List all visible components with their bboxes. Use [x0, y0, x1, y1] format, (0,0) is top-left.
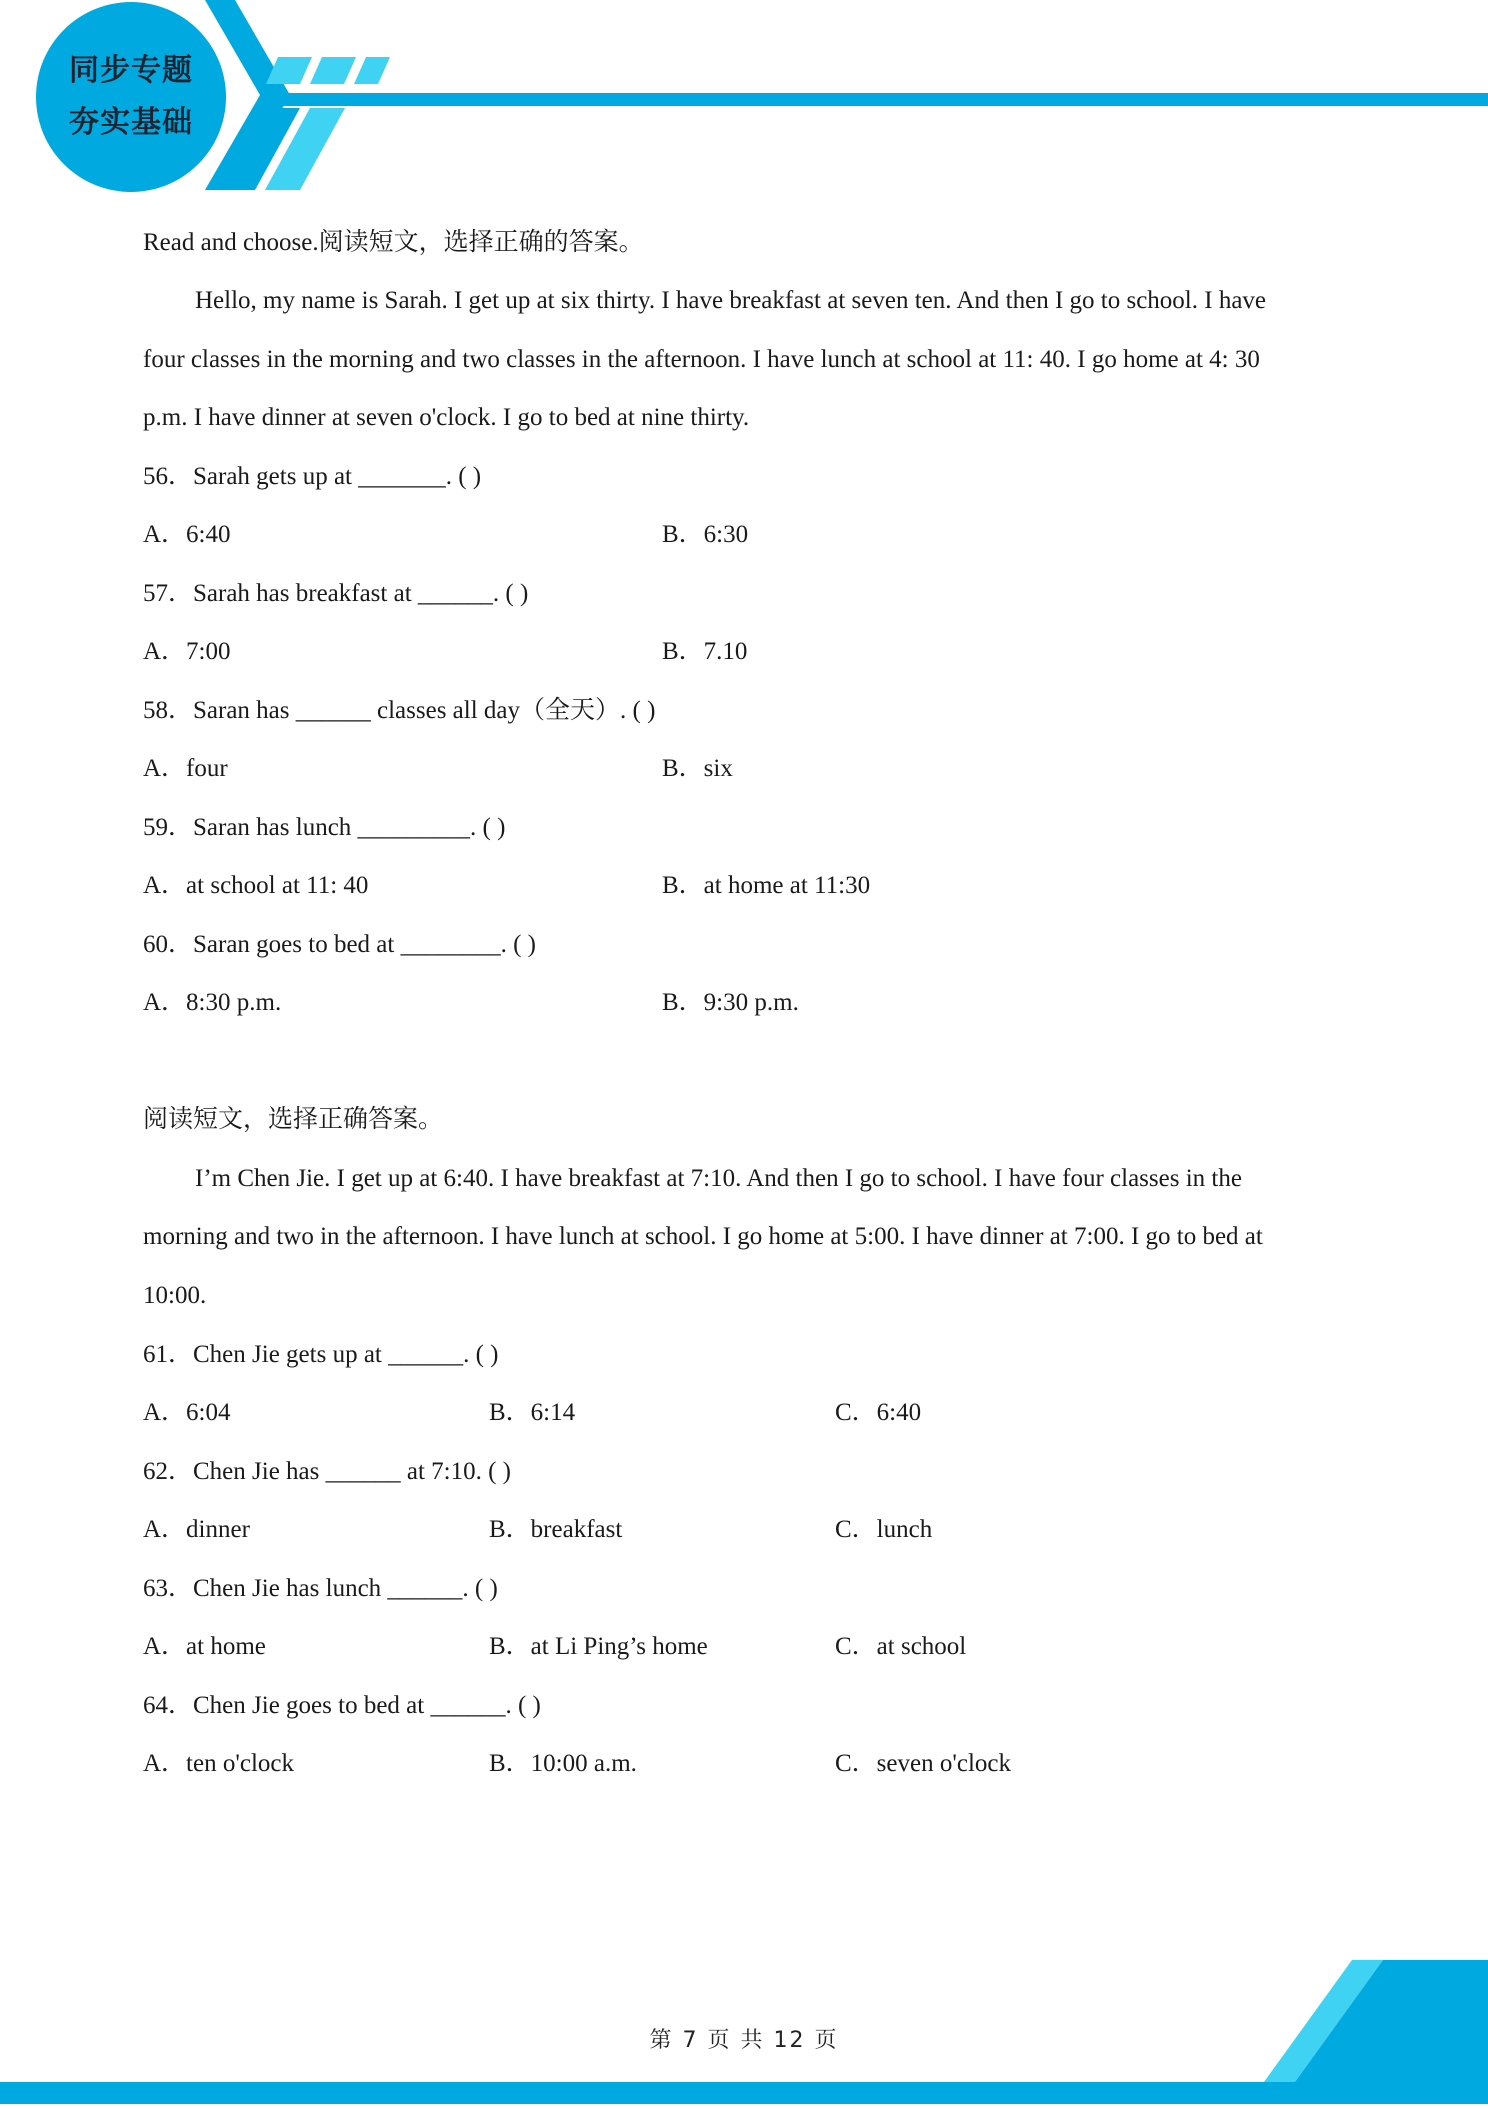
question-stem: 56．Sarah gets up at _______. ( ) [143, 463, 482, 490]
header-decoration [0, 0, 1488, 200]
section2-passage-line: morning and two in the afternoon. I have lunch at school. I go home at 5:00. I have dinner at 7:00. I go to bed at [143, 1223, 1263, 1250]
option-a: A．8:30 p.m. [143, 989, 282, 1016]
page-number: 第 7 页 共 12 页 [649, 2028, 839, 2053]
option-c: C．at school [835, 1633, 967, 1660]
option-a: A．at school at 11: 40 [143, 872, 369, 899]
topic-badge [36, 2, 226, 192]
option-a: A．dinner [143, 1516, 250, 1543]
badge-line-2: 夯实基础 [69, 105, 193, 140]
option-b: B．7.10 [662, 638, 748, 665]
option-b: B．breakfast [489, 1516, 623, 1543]
section1-instruction: Read and choose.阅读短文，选择正确的答案。 [143, 229, 644, 256]
option-b: B．6:30 [662, 521, 749, 548]
option-b: B．six [662, 755, 733, 782]
section1-passage-line: p.m. I have dinner at seven o'clock. I go to bed at nine thirty. [143, 404, 750, 431]
option-a: A．7:00 [143, 638, 231, 665]
question-stem: 57．Sarah has breakfast at ______. ( ) [143, 580, 529, 607]
section2-instruction: 阅读短文，选择正确答案。 [143, 1106, 444, 1133]
option-a: A．four [143, 755, 228, 782]
section1-passage-line: four classes in the morning and two classes in the afternoon. I have lunch at school at 11: 40. I go home at 4: 30 [143, 346, 1260, 373]
option-b: B．at home at 11:30 [662, 872, 871, 899]
option-b: B．at Li Ping’s home [489, 1633, 708, 1660]
option-a: A．6:40 [143, 521, 231, 548]
question-stem: 60．Saran goes to bed at ________. ( ) [143, 931, 536, 958]
option-c: C．6:40 [835, 1399, 922, 1426]
question-stem: 59．Saran has lunch _________. ( ) [143, 814, 506, 841]
option-a: A．ten o'clock [143, 1750, 294, 1777]
option-b: B．6:14 [489, 1399, 576, 1426]
section2-passage-line: 10:00. [143, 1282, 207, 1309]
section2-passage-line: I’m Chen Jie. I get up at 6:40. I have breakfast at 7:10. And then I go to school. I have four classes in the [195, 1165, 1242, 1192]
option-c: C．lunch [835, 1516, 933, 1543]
question-stem: 61．Chen Jie gets up at ______. ( ) [143, 1341, 499, 1368]
badge-line-1: 同步专题 [69, 53, 193, 88]
option-c: C．seven o'clock [835, 1750, 1011, 1777]
section1-passage-line: Hello, my name is Sarah. I get up at six thirty. I have breakfast at seven ten. And then I go to school. I have [195, 287, 1267, 314]
question-stem: 62．Chen Jie has ______ at 7:10. ( ) [143, 1458, 512, 1485]
option-a: A．6:04 [143, 1399, 231, 1426]
question-stem: 63．Chen Jie has lunch ______. ( ) [143, 1575, 498, 1602]
option-a: A．at home [143, 1633, 266, 1660]
question-stem: 64．Chen Jie goes to bed at ______. ( ) [143, 1692, 541, 1719]
option-b: B．9:30 p.m. [662, 989, 799, 1016]
option-b: B．10:00 a.m. [489, 1750, 637, 1777]
question-stem: 58．Saran has ______ classes all day（全天）. ( ) [143, 697, 656, 724]
